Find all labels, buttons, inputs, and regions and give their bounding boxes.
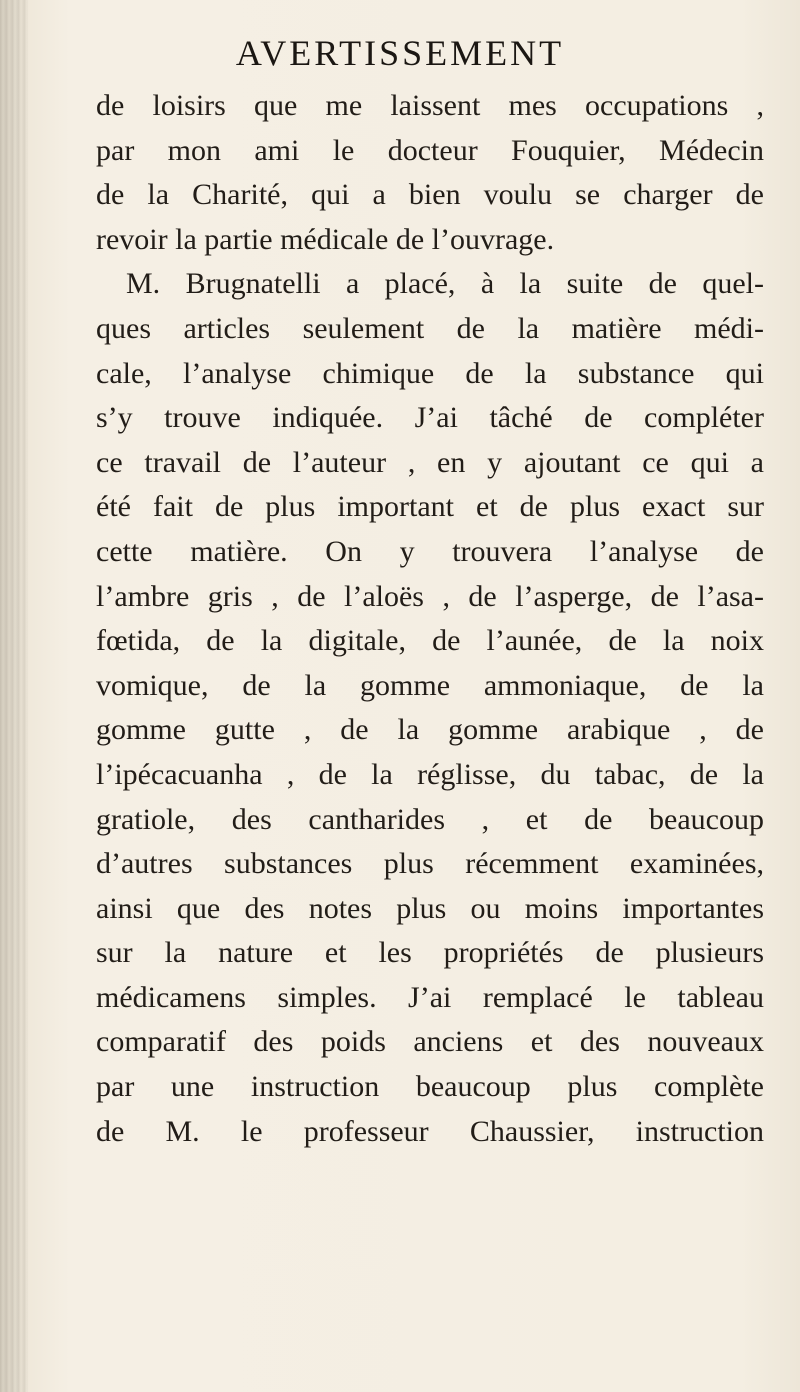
text-line: été fait de plus important et de plus exact sur [96, 490, 764, 524]
text-line: M. Brugnatelli a placé, à la suite de quel- [126, 267, 764, 301]
text-line: par une instruction beaucoup plus complète [96, 1070, 764, 1104]
text-line: ques articles seulement de la matière médi- [96, 311, 764, 345]
text-line: revoir la partie médicale de l’ouvrage. [96, 222, 555, 256]
text-line: l’ipécacuanha , de la réglisse, du tabac, de la [96, 757, 764, 791]
text-line: d’autres substances plus récemment examinées, [96, 847, 764, 881]
text-line: par mon ami le docteur Fouquier, Médecin [96, 133, 764, 167]
text-line: comparatif des poids anciens et des nouveaux [96, 1025, 764, 1059]
text-line: sur la nature et les propriétés de plusieurs [96, 936, 764, 970]
text-line: de loisirs que me laissent mes occupations , [96, 89, 764, 122]
text-line: de la Charité, qui a bien voulu se charger de [96, 178, 764, 212]
text-line: ainsi que des notes plus ou moins importantes [96, 891, 764, 925]
text-line: de M. le professeur Chaussier, instruction [96, 1114, 764, 1148]
text-line: fœtida, de la digitale, de l’aunée, de la noix [96, 624, 764, 658]
text-line: s’y trouve indiquée. J’ai tâché de compléter [96, 401, 764, 435]
running-head: AVERTISSEMENT [235, 33, 565, 73]
binding-gutter [0, 0, 28, 1392]
text-line: ce travail de l’auteur , en y ajoutant ce qui a [96, 445, 764, 479]
text-line: gomme gutte , de la gomme arabique , de [96, 713, 764, 747]
text-line: cette matière. On y trouvera l’analyse de [96, 534, 764, 568]
text-line: médicamens simples. J’ai remplacé le tableau [96, 980, 764, 1014]
text-line: l’ambre gris , de l’aloës , de l’asperge, de l’asa- [96, 579, 764, 613]
text-line: gratiole, des cantharides , et de beaucoup [96, 802, 764, 836]
text-line: vomique, de la gomme ammoniaque, de la [96, 668, 764, 702]
text-line: cale, l’analyse chimique de la substance qui [96, 356, 764, 390]
body-text [96, 84, 764, 1154]
